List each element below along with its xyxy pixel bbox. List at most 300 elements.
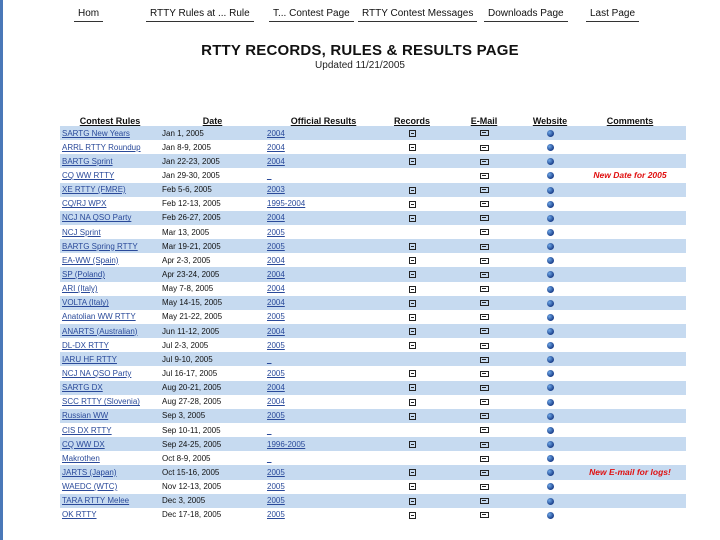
records-icon[interactable] [409, 314, 416, 321]
contest-date: Jul 16-17, 2005 [162, 368, 218, 378]
contest-date: Jan 22-23, 2005 [160, 154, 265, 168]
website-cell [526, 140, 574, 154]
official-results-link[interactable]: 2005 [267, 241, 285, 251]
official-results-link[interactable]: _ [267, 170, 272, 180]
records-icon[interactable] [409, 441, 416, 448]
official-results-link[interactable]: 2005 [267, 312, 285, 322]
records-cell [382, 409, 442, 423]
contest-date: Apr 23-24, 2005 [160, 267, 265, 281]
records-cell [382, 480, 442, 494]
email-icon[interactable] [480, 371, 489, 377]
contest-rules-link[interactable]: NCJ Sprint [62, 227, 101, 237]
contest-rules-link[interactable]: ARRL RTTY Roundup [62, 142, 141, 152]
contest-rules-link[interactable]: EA-WW (Spain) [62, 255, 119, 265]
results-cell [265, 140, 382, 154]
records-cell [382, 381, 442, 395]
email-icon[interactable] [480, 498, 489, 504]
contest-rules-cell [60, 140, 160, 154]
website-cell [526, 211, 574, 225]
official-results-link[interactable]: 2004 [267, 128, 285, 138]
results-cell [265, 267, 382, 281]
official-results-link[interactable]: 2004 [267, 142, 285, 152]
contest-date: Aug 20-21, 2005 [160, 381, 265, 395]
comment [574, 183, 686, 197]
records-icon[interactable] [409, 130, 416, 137]
contest-rules-link[interactable]: CIS DX RTTY [62, 425, 112, 435]
globe-icon[interactable] [547, 158, 554, 165]
results-cell [265, 423, 382, 437]
contest-rules-cell [60, 381, 160, 395]
results-cell [265, 480, 382, 494]
contest-rules-cell [60, 197, 160, 211]
official-results-link[interactable]: _ [267, 354, 272, 364]
records-icon[interactable] [409, 370, 416, 377]
contest-rules-cell [60, 253, 160, 267]
contest-rules-link[interactable]: Russian WW [62, 411, 109, 421]
records-icon[interactable] [409, 243, 416, 250]
records-icon[interactable] [409, 271, 416, 278]
comment: New Date for 2005 [593, 170, 667, 181]
contest-date: Dec 3, 2005 [160, 494, 265, 508]
comment [574, 140, 686, 154]
email-icon[interactable] [480, 314, 489, 320]
email-cell [442, 282, 526, 296]
official-results-link[interactable]: 2005 [267, 411, 285, 421]
table-row [60, 168, 686, 182]
globe-icon[interactable] [547, 286, 554, 293]
contest-rules-cell [60, 352, 160, 366]
contest-rules-link[interactable]: JARTS (Japan) [62, 467, 117, 477]
records-cell [382, 338, 442, 352]
table-row [60, 197, 686, 211]
contest-rules-link[interactable]: TARA RTTY Melee [62, 496, 130, 506]
globe-icon[interactable] [547, 384, 554, 391]
records-icon[interactable] [409, 413, 416, 420]
globe-icon[interactable] [547, 455, 554, 462]
globe-icon[interactable] [547, 356, 554, 363]
email-icon[interactable] [480, 173, 489, 179]
contest-rules-link[interactable]: XE RTTY (FMRE) [62, 185, 126, 195]
website-cell [526, 239, 574, 253]
records-icon[interactable] [409, 498, 416, 505]
contest-rules-cell [60, 366, 160, 380]
table-row [60, 324, 686, 338]
contest-rules-link[interactable]: NCJ NA QSO Party [62, 368, 132, 378]
email-cell [442, 211, 526, 225]
email-cell [442, 352, 526, 366]
results-cell [265, 508, 382, 522]
records-cell [382, 197, 442, 211]
nav-contest-page[interactable]: T... Contest Page [273, 8, 350, 19]
contest-date: Oct 15-16, 2005 [160, 465, 265, 479]
email-cell [442, 310, 526, 324]
results-cell [265, 183, 382, 197]
contest-rules-cell [60, 225, 160, 239]
globe-icon[interactable] [547, 342, 554, 349]
contest-rules-cell [60, 494, 160, 508]
comment [574, 381, 686, 395]
contest-rules-link[interactable]: Anatolian WW RTTY [62, 312, 136, 322]
records-icon[interactable] [409, 158, 416, 165]
comment [574, 225, 686, 239]
col-email: E-Mail [470, 116, 498, 126]
records-icon[interactable] [409, 512, 416, 519]
email-icon[interactable] [480, 385, 489, 391]
records-icon[interactable] [409, 328, 416, 335]
col-website: Website [532, 116, 568, 126]
globe-icon[interactable] [547, 328, 554, 335]
table-row [60, 381, 686, 395]
globe-icon[interactable] [547, 399, 554, 406]
globe-icon[interactable] [547, 469, 554, 476]
globe-icon[interactable] [547, 314, 554, 321]
email-cell [442, 381, 526, 395]
official-results-link[interactable]: 2005 [267, 510, 285, 520]
table-row [60, 366, 686, 380]
records-cell [382, 253, 442, 267]
col-records: Records [393, 116, 430, 126]
comment [574, 437, 686, 451]
globe-icon[interactable] [547, 130, 554, 137]
table-row [60, 480, 686, 494]
email-cell [442, 324, 526, 338]
comment [574, 296, 686, 310]
records-icon[interactable] [409, 215, 416, 222]
contest-date: May 7-8, 2005 [162, 284, 214, 294]
records-cell [382, 465, 442, 479]
website-cell [526, 451, 574, 465]
contest-rules-cell [60, 465, 160, 479]
contest-rules-cell [60, 324, 160, 338]
website-cell [526, 409, 574, 423]
official-results-link[interactable]: 2004 [267, 397, 285, 407]
contest-date: Jul 9-10, 2005 [160, 352, 265, 366]
email-icon[interactable] [480, 244, 489, 250]
table-row [60, 239, 686, 253]
contest-rules-link[interactable]: SP (Poland) [62, 269, 105, 279]
globe-icon[interactable] [547, 441, 554, 448]
nav-downloads-page[interactable]: Downloads Page [488, 8, 564, 19]
email-icon[interactable] [480, 300, 489, 306]
records-cell [382, 183, 442, 197]
website-cell [526, 296, 574, 310]
official-results-link[interactable]: 2004 [267, 255, 285, 265]
contest-rules-cell [60, 480, 160, 494]
email-cell [442, 423, 526, 437]
email-cell [442, 296, 526, 310]
results-cell [265, 338, 382, 352]
comment [574, 423, 686, 437]
email-cell [442, 267, 526, 281]
official-results-link[interactable]: 2004 [267, 213, 285, 223]
contest-date: Jun 11-12, 2005 [160, 324, 265, 338]
results-cell [265, 282, 382, 296]
website-cell [526, 183, 574, 197]
contest-rules-link[interactable]: NCJ NA QSO Party [62, 213, 132, 223]
email-cell [442, 239, 526, 253]
email-cell [442, 253, 526, 267]
comment [574, 366, 686, 380]
contest-rules-link[interactable]: SARTG New Years [62, 128, 130, 138]
results-cell [265, 395, 382, 409]
contest-rules-cell [60, 239, 160, 253]
table-row [60, 267, 686, 281]
website-cell [526, 480, 574, 494]
official-results-link[interactable]: 2005 [267, 467, 285, 477]
records-cell [382, 494, 442, 508]
contest-rules-cell [60, 437, 160, 451]
official-results-link[interactable]: _ [267, 425, 272, 435]
official-results-link[interactable]: 1995-2004 [267, 199, 306, 209]
top-navigation [14, 0, 714, 26]
records-cell [382, 324, 442, 338]
email-icon[interactable] [480, 512, 489, 518]
results-cell [265, 437, 382, 451]
email-icon[interactable] [480, 470, 489, 476]
email-icon[interactable] [480, 229, 489, 235]
comment [574, 409, 686, 423]
contest-rules-link[interactable]: BARTG Spring RTTY [62, 241, 138, 251]
website-cell [526, 395, 574, 409]
email-icon[interactable] [480, 145, 489, 151]
contest-rules-link[interactable]: IARU HF RTTY [62, 354, 117, 364]
table-row [60, 225, 686, 239]
comment [574, 282, 686, 296]
records-icon[interactable] [409, 300, 416, 307]
globe-icon[interactable] [547, 229, 554, 236]
email-icon[interactable] [480, 413, 489, 419]
contest-rules-link[interactable]: SARTG DX [62, 383, 103, 393]
table-row [60, 437, 686, 451]
table-row [60, 409, 686, 423]
results-cell [265, 296, 382, 310]
website-cell [526, 366, 574, 380]
globe-icon[interactable] [547, 413, 554, 420]
email-cell [442, 395, 526, 409]
email-icon[interactable] [480, 258, 489, 264]
results-cell [265, 197, 382, 211]
globe-icon[interactable] [547, 300, 554, 307]
records-cell [382, 154, 442, 168]
contest-date: Jan 1, 2005 [160, 126, 265, 140]
email-icon[interactable] [480, 442, 489, 448]
page-updated-date: Updated 11/21/2005 [315, 60, 405, 71]
website-cell [526, 253, 574, 267]
contest-rules-link[interactable]: VOLTA (Italy) [62, 298, 109, 308]
nav-records-rules[interactable]: RTTY Rules at ... Rule [150, 8, 250, 19]
official-results-link[interactable]: 2004 [267, 326, 285, 336]
website-cell [526, 465, 574, 479]
records-cell [382, 437, 442, 451]
contest-rules-cell [60, 451, 160, 465]
official-results-link[interactable]: 2004 [267, 269, 285, 279]
contest-rules-cell [60, 409, 160, 423]
globe-icon[interactable] [547, 243, 554, 250]
results-cell [265, 225, 382, 239]
contest-rules-link[interactable]: BARTG Sprint [62, 156, 113, 166]
contest-rules-cell [60, 154, 160, 168]
globe-icon[interactable] [547, 271, 554, 278]
contest-rules-cell [60, 395, 160, 409]
records-cell [382, 395, 442, 409]
contest-rules-cell [60, 126, 160, 140]
contest-rules-cell [60, 183, 160, 197]
official-results-link[interactable]: 1996-2005 [267, 439, 306, 449]
website-cell [526, 352, 574, 366]
records-cell [382, 267, 442, 281]
contest-rules-cell [60, 282, 160, 296]
contest-date: Mar 19-21, 2005 [160, 239, 265, 253]
comment [574, 154, 686, 168]
records-icon[interactable] [409, 286, 416, 293]
contest-rules-link[interactable]: ARI (Italy) [62, 284, 98, 294]
table-row [60, 338, 686, 352]
official-results-link[interactable]: 2005 [267, 227, 285, 237]
email-icon[interactable] [480, 456, 489, 462]
nav-home[interactable]: Hom [78, 8, 100, 19]
results-cell [265, 465, 382, 479]
contest-rules-link[interactable]: SCC RTTY (Slovenia) [62, 397, 140, 407]
globe-icon[interactable] [547, 187, 554, 194]
email-icon[interactable] [480, 427, 489, 433]
email-icon[interactable] [480, 159, 489, 165]
contest-rules-link[interactable]: CQ WW RTTY [62, 170, 115, 180]
records-cell [382, 352, 442, 366]
globe-icon[interactable] [547, 257, 554, 264]
email-cell [442, 338, 526, 352]
email-cell [442, 366, 526, 380]
email-cell [442, 140, 526, 154]
comment [574, 126, 686, 140]
contest-date: Jan 29-30, 2005 [162, 170, 220, 180]
records-icon[interactable] [409, 483, 416, 490]
contest-rules-cell [60, 508, 160, 522]
globe-icon[interactable] [547, 201, 554, 208]
comment [574, 395, 686, 409]
email-cell [442, 197, 526, 211]
email-cell [442, 437, 526, 451]
globe-icon[interactable] [547, 144, 554, 151]
globe-icon[interactable] [547, 427, 554, 434]
website-cell [526, 423, 574, 437]
official-results-link[interactable]: 2005 [267, 496, 285, 506]
results-cell [265, 211, 382, 225]
website-cell [526, 508, 574, 522]
official-results-link[interactable]: 2004 [267, 156, 285, 166]
results-cell [265, 451, 382, 465]
contest-rules-link[interactable]: WAEDC (WTC) [62, 482, 118, 492]
col-date: Date [202, 116, 223, 126]
table-row [60, 154, 686, 168]
email-icon[interactable] [480, 215, 489, 221]
official-results-link[interactable]: _ [267, 453, 272, 463]
contest-rules-link[interactable]: Makrothen [62, 453, 100, 463]
email-cell [442, 409, 526, 423]
official-results-link[interactable]: 2003 [267, 185, 285, 195]
contest-date: Jan 8-9, 2005 [162, 142, 211, 152]
contest-rules-link[interactable]: CQ/RJ WPX [62, 199, 107, 209]
contest-rules-link[interactable]: CQ WW DX [62, 439, 105, 449]
results-cell [265, 239, 382, 253]
globe-icon[interactable] [547, 215, 554, 222]
contest-rules-link[interactable]: ANARTS (Australian) [62, 326, 138, 336]
records-icon[interactable] [409, 201, 416, 208]
records-cell [382, 168, 442, 182]
email-icon[interactable] [480, 484, 489, 490]
contest-date: Sep 10-11, 2005 [162, 425, 221, 435]
globe-icon[interactable] [547, 512, 554, 519]
email-cell [442, 168, 526, 182]
website-cell [526, 197, 574, 211]
records-icon[interactable] [409, 342, 416, 349]
records-cell [382, 423, 442, 437]
contest-date: Mar 13, 2005 [162, 227, 210, 237]
col-comments: Comments [606, 116, 654, 126]
official-results-link[interactable]: 2004 [267, 284, 285, 294]
nav-last[interactable]: Last Page [590, 8, 636, 19]
records-icon[interactable] [409, 469, 416, 476]
table-row [60, 310, 686, 324]
comment [574, 451, 686, 465]
email-icon[interactable] [480, 187, 489, 193]
comment [574, 310, 686, 324]
contest-rules-cell [60, 338, 160, 352]
email-icon[interactable] [480, 201, 489, 207]
records-icon[interactable] [409, 399, 416, 406]
globe-icon[interactable] [547, 172, 554, 179]
email-icon[interactable] [480, 343, 489, 349]
contest-rules-cell [60, 310, 160, 324]
email-icon[interactable] [480, 272, 489, 278]
records-icon[interactable] [409, 144, 416, 151]
website-cell [526, 267, 574, 281]
records-icon[interactable] [409, 187, 416, 194]
official-results-link[interactable]: 2005 [267, 340, 285, 350]
contest-rules-link[interactable]: DL-DX RTTY [62, 340, 109, 350]
email-cell [442, 480, 526, 494]
table-row [60, 494, 686, 508]
comment [574, 480, 686, 494]
official-results-link[interactable]: 2005 [267, 368, 285, 378]
col-contest-rules: Contest Rules [79, 116, 141, 126]
contest-rules-link[interactable]: OK RTTY [62, 510, 97, 520]
website-cell [526, 494, 574, 508]
email-icon[interactable] [480, 130, 489, 136]
left-border [0, 0, 3, 540]
globe-icon[interactable] [547, 498, 554, 505]
email-icon[interactable] [480, 286, 489, 292]
contest-rules-cell [60, 267, 160, 281]
globe-icon[interactable] [547, 370, 554, 377]
email-icon[interactable] [480, 399, 489, 405]
official-results-link[interactable]: 2005 [267, 482, 285, 492]
email-icon[interactable] [480, 328, 489, 334]
official-results-link[interactable]: 2004 [267, 383, 285, 393]
globe-icon[interactable] [547, 483, 554, 490]
table-row [60, 183, 686, 197]
table-row [60, 508, 686, 522]
table-header-row [60, 112, 686, 126]
comment [574, 352, 686, 366]
website-cell [526, 437, 574, 451]
email-icon[interactable] [480, 357, 489, 363]
records-icon[interactable] [409, 384, 416, 391]
nav-contest-messages[interactable]: RTTY Contest Messages [362, 8, 474, 19]
records-icon[interactable] [409, 257, 416, 264]
results-cell [265, 154, 382, 168]
official-results-link[interactable]: 2004 [267, 298, 285, 308]
records-cell [382, 296, 442, 310]
